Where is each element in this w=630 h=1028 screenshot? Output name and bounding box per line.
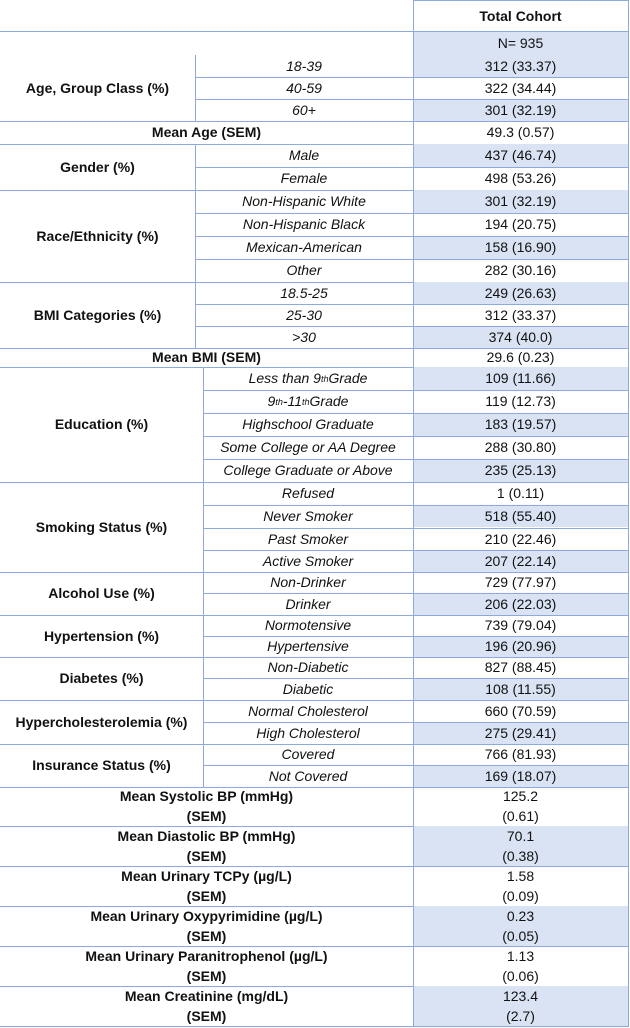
section-label-mean-diastolic-bp-mmhg: Mean Diastolic BP (mmHg) — [117, 827, 296, 844]
row-value-mean-systolic-bp-mmhg: 125.2 — [502, 787, 539, 804]
row-value-mean-urinary-tcpy-g-l: 1.58 — [506, 867, 535, 884]
row-label-age-group-class-0: 18-39 — [286, 57, 322, 74]
section-label-mean-age-sem: Mean Age (SEM) — [151, 124, 262, 141]
row-divider — [195, 99, 628, 100]
row-label-smoking-status-1: Never Smoker — [263, 507, 353, 524]
row-value-mean-urinary-paranitrophenol-g-l: 1.13 — [506, 947, 535, 964]
sublabel-divider — [203, 482, 204, 572]
row-label-alcohol-use-1: Drinker — [285, 595, 331, 612]
section-label-alcohol-use: Alcohol Use (%) — [48, 584, 155, 601]
section-label-age-group-class: Age, Group Class (%) — [25, 79, 170, 96]
row-value2-mean-systolic-bp-mmhg: (0.61) — [502, 807, 539, 824]
row-value-education-2: 183 (19.57) — [413, 413, 628, 436]
row-divider — [203, 528, 628, 529]
section-label-mean-systolic-bp-mmhg: Mean Systolic BP (mmHg) — [119, 787, 294, 804]
row-label-race-ethnicity-3: Other — [286, 262, 322, 279]
row-value-race-ethnicity-2: 158 (16.90) — [413, 236, 628, 259]
row-value-bmi-categories-1: 312 (33.37) — [484, 306, 557, 323]
section-label-insurance-status: Insurance Status (%) — [32, 756, 171, 773]
row-value-alcohol-use-0: 729 (77.97) — [484, 573, 557, 590]
row-value-smoking-status-0: 1 (0.11) — [496, 484, 545, 501]
row-value-age-group-class-2: 301 (32.19) — [413, 99, 628, 121]
row-value2-mean-creatinine-mg-dl: (2.7) — [413, 1006, 628, 1026]
row-label-gender-0: Male — [288, 147, 320, 164]
header-divider — [0, 31, 628, 32]
n-label: N= 935 — [413, 32, 628, 55]
section-label-education: Education (%) — [54, 416, 149, 433]
row-value-mean-urinary-oxypyrimidine-g-l: 0.23 — [413, 906, 628, 926]
row-divider — [203, 436, 628, 437]
sublabel-divider — [203, 615, 204, 657]
row-value-age-group-class-0: 312 (33.37) — [413, 55, 628, 77]
row-label-race-ethnicity-2: Mexican-American — [246, 239, 362, 256]
sublabel-divider — [195, 144, 196, 190]
section-label2-mean-urinary-oxypyrimidine-g-l: (SEM) — [186, 927, 227, 944]
row-divider — [203, 765, 628, 766]
row-label-education-3: Some College or AA Degree — [220, 439, 396, 456]
row-label-gender-1: Female — [280, 170, 328, 187]
column-title: Total Cohort — [479, 7, 562, 24]
row-label-education-4: College Graduate or Above — [223, 462, 393, 479]
row-value-bmi-categories-2: 374 (40.0) — [413, 326, 628, 348]
section-label2-mean-creatinine-mg-dl: (SEM) — [186, 1007, 227, 1024]
row-divider — [203, 459, 628, 460]
row-value-alcohol-use-1: 206 (22.03) — [413, 593, 628, 615]
row-label-hypertension-1: Hypertensive — [267, 638, 349, 655]
row-label-diabetes-1: Diabetic — [282, 680, 334, 697]
row-divider — [195, 259, 628, 260]
row-label-race-ethnicity-0: Non-Hispanic White — [242, 193, 366, 210]
row-value-hypercholesterolemia-1: 275 (29.41) — [413, 722, 628, 744]
row-value2-mean-diastolic-bp-mmhg: (0.38) — [413, 846, 628, 866]
sublabel-divider — [195, 55, 196, 121]
row-divider — [195, 213, 628, 214]
bottom-border — [0, 1026, 629, 1027]
row-value-insurance-status-1: 169 (18.07) — [413, 765, 628, 787]
row-divider — [203, 593, 628, 594]
row-label-hypercholesterolemia-0: Normal Cholesterol — [248, 702, 368, 719]
row-value2-mean-urinary-oxypyrimidine-g-l: (0.05) — [413, 926, 628, 946]
row-value-smoking-status-3: 207 (22.14) — [413, 550, 628, 572]
section-label-gender: Gender (%) — [60, 158, 135, 175]
value-column-divider — [413, 0, 414, 1027]
row-value-smoking-status-2: 210 (22.46) — [484, 530, 557, 547]
sublabel-divider — [203, 743, 204, 787]
row-value-mean-creatinine-mg-dl: 123.4 — [413, 986, 628, 1006]
row-value-education-0: 109 (11.66) — [413, 367, 628, 390]
row-divider — [203, 550, 628, 551]
row-label-education-0: Less than 9 th Grade — [248, 370, 368, 387]
row-divider — [195, 326, 628, 327]
row-label-bmi-categories-1: 25-30 — [286, 306, 322, 323]
row-label-race-ethnicity-1: Non-Hispanic Black — [242, 216, 366, 233]
row-value-diabetes-0: 827 (88.45) — [484, 658, 557, 675]
row-label-bmi-categories-0: 18.5-25 — [280, 284, 328, 301]
row-value-race-ethnicity-0: 301 (32.19) — [413, 190, 628, 213]
row-label-education-2: Highschool Graduate — [242, 416, 374, 433]
row-divider — [195, 167, 628, 168]
section-label-race-ethnicity: Race/Ethnicity (%) — [36, 227, 159, 244]
section-label-mean-urinary-tcpy-g-l: Mean Urinary TCPy (µg/L) — [121, 867, 292, 884]
row-value-education-4: 235 (25.13) — [413, 459, 628, 482]
row-label-age-group-class-1: 40-59 — [286, 79, 322, 96]
row-value-hypertension-0: 739 (79.04) — [484, 617, 557, 634]
row-value-mean-bmi-sem: 29.6 (0.23) — [486, 348, 555, 365]
section-label-smoking-status: Smoking Status (%) — [35, 518, 168, 535]
row-value-bmi-categories-0: 249 (26.63) — [413, 282, 628, 304]
section-label-diabetes: Diabetes (%) — [59, 669, 144, 686]
sublabel-divider — [195, 282, 196, 348]
row-divider — [195, 77, 628, 78]
section-label-hypercholesterolemia: Hypercholesterolemia (%) — [15, 713, 188, 730]
sublabel-divider — [203, 571, 204, 615]
row-value-diabetes-1: 108 (11.55) — [413, 678, 628, 700]
row-value-education-3: 288 (30.80) — [484, 439, 557, 456]
row-label-bmi-categories-2: >30 — [292, 328, 316, 345]
row-value-hypertension-1: 196 (20.96) — [413, 636, 628, 657]
row-value-race-ethnicity-3: 282 (30.16) — [484, 262, 557, 279]
row-value-race-ethnicity-1: 194 (20.75) — [484, 216, 557, 233]
row-value2-mean-urinary-tcpy-g-l: (0.09) — [502, 887, 539, 904]
right-border — [628, 0, 629, 1027]
section-label2-mean-urinary-tcpy-g-l: (SEM) — [186, 887, 227, 904]
row-label-smoking-status-3: Active Smoker — [262, 552, 354, 569]
section-label2-mean-systolic-bp-mmhg: (SEM) — [186, 807, 227, 824]
row-label-hypertension-0: Normotensive — [264, 617, 352, 634]
row-label-hypercholesterolemia-1: High Cholesterol — [256, 724, 360, 741]
section-label-bmi-categories: BMI Categories (%) — [33, 306, 162, 323]
row-value2-mean-urinary-paranitrophenol-g-l: (0.06) — [502, 967, 539, 984]
row-label-education-1: 9 th -11 th Grade — [267, 393, 349, 410]
row-label-insurance-status-1: Not Covered — [268, 767, 348, 784]
row-label-smoking-status-0: Refused — [281, 484, 335, 501]
row-label-alcohol-use-0: Non-Drinker — [270, 573, 346, 590]
section-label-mean-bmi-sem: Mean BMI (SEM) — [152, 348, 261, 365]
row-label-insurance-status-0: Covered — [281, 745, 335, 762]
row-value-mean-diastolic-bp-mmhg: 70.1 — [413, 826, 628, 846]
row-divider — [203, 678, 628, 679]
row-divider — [203, 722, 628, 723]
row-divider — [195, 236, 628, 237]
row-value-mean-age-sem: 49.3 (0.57) — [486, 124, 555, 141]
row-divider — [203, 505, 628, 506]
row-divider — [203, 413, 628, 414]
section-label-hypertension: Hypertension (%) — [43, 627, 160, 644]
sublabel-divider — [203, 700, 204, 744]
section-label2-mean-diastolic-bp-mmhg: (SEM) — [186, 847, 227, 864]
sublabel-divider — [195, 190, 196, 282]
row-divider — [195, 304, 628, 305]
row-value-insurance-status-0: 766 (81.93) — [484, 745, 557, 762]
row-value-gender-0: 437 (46.74) — [413, 144, 628, 167]
row-label-diabetes-0: Non-Diabetic — [267, 658, 349, 675]
section-label-mean-urinary-oxypyrimidine-g-l: Mean Urinary Oxypyrimidine (µg/L) — [90, 907, 323, 924]
row-divider — [203, 390, 628, 391]
section-label2-mean-urinary-paranitrophenol-g-l: (SEM) — [186, 967, 227, 984]
section-label-mean-urinary-paranitrophenol-g-l: Mean Urinary Paranitrophenol (µg/L) — [85, 947, 328, 964]
row-label-smoking-status-2: Past Smoker — [267, 530, 349, 547]
sublabel-divider — [203, 367, 204, 482]
row-value-hypercholesterolemia-0: 660 (70.59) — [484, 702, 557, 719]
top-border — [413, 0, 628, 1]
sublabel-divider — [203, 656, 204, 700]
row-value-smoking-status-1: 518 (55.40) — [413, 505, 628, 527]
row-value-education-1: 119 (12.73) — [485, 393, 556, 410]
row-value-age-group-class-1: 322 (34.44) — [484, 79, 557, 96]
row-label-age-group-class-2: 60+ — [292, 101, 316, 118]
row-divider — [203, 636, 628, 637]
row-value-gender-1: 498 (53.26) — [484, 170, 557, 187]
section-label-mean-creatinine-mg-dl: Mean Creatinine (mg/dL) — [124, 987, 289, 1004]
